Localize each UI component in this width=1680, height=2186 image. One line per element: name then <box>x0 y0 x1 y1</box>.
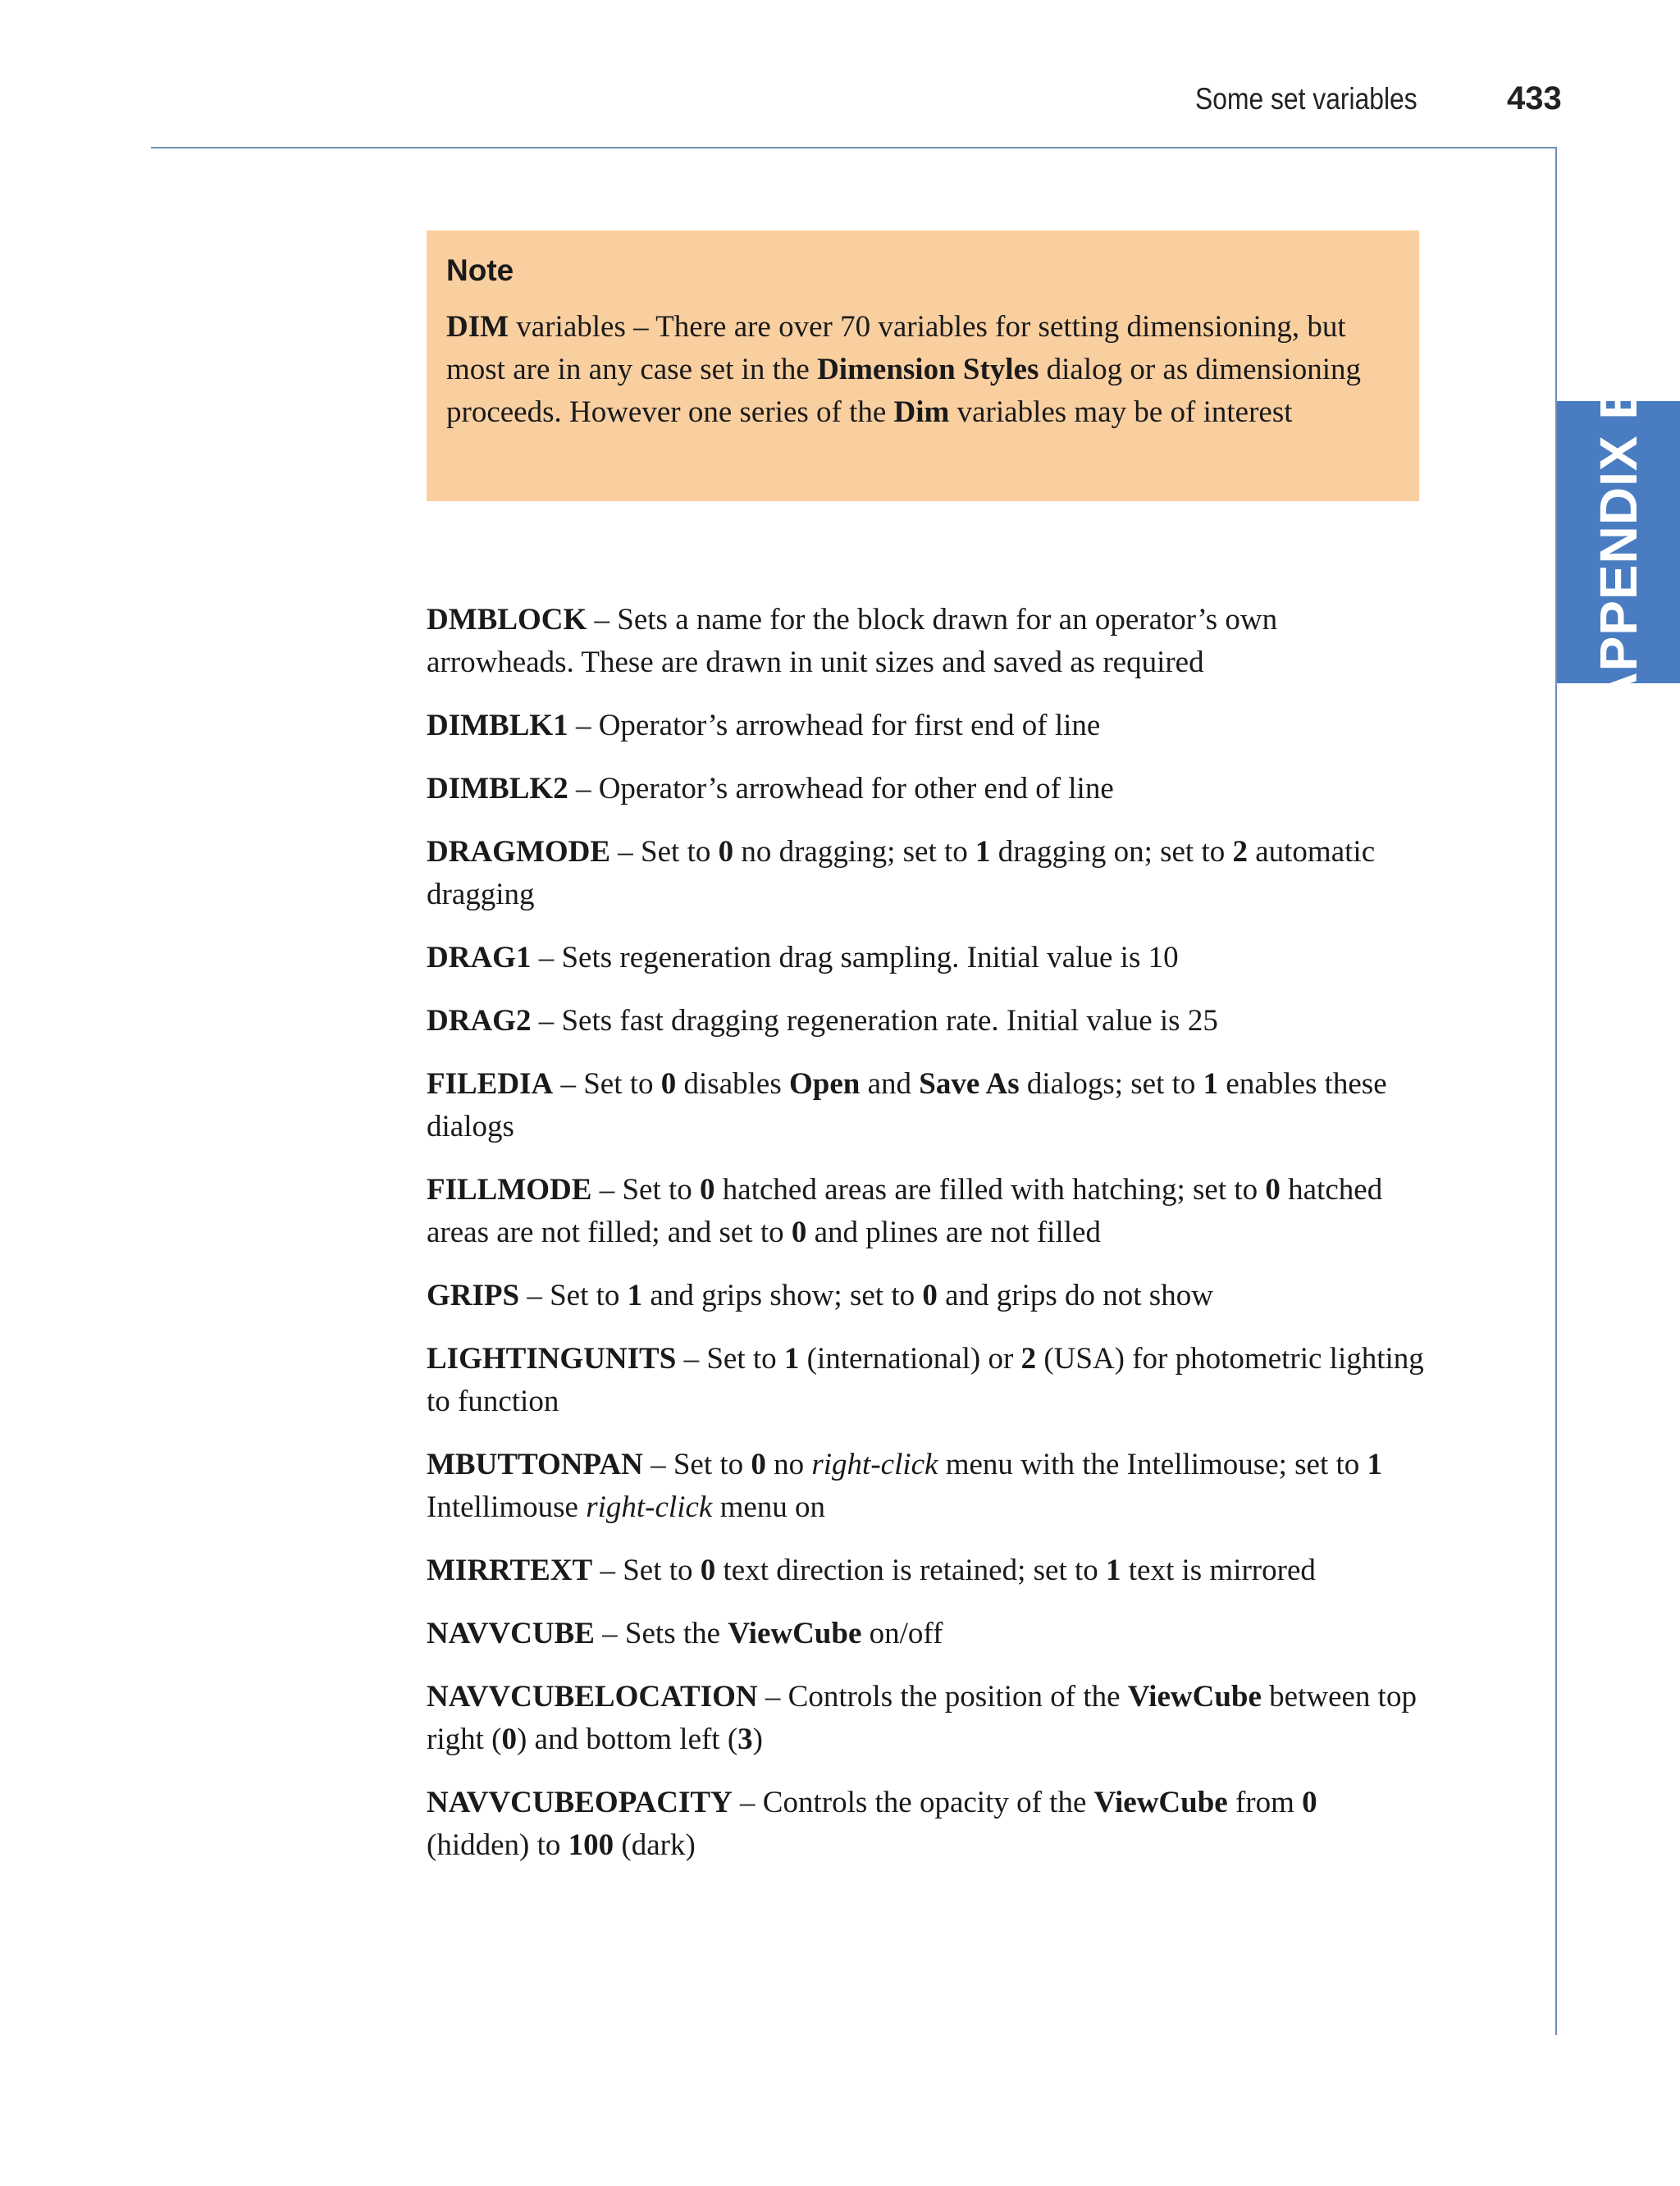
variable-text: (dark) <box>614 1828 696 1862</box>
variable-text: 0 <box>700 1554 716 1587</box>
running-header-title: Some set variables <box>1195 82 1418 116</box>
variable-term: GRIPS <box>427 1279 520 1312</box>
variable-text: 0 <box>791 1216 807 1249</box>
variable-term: DRAGMODE <box>427 835 611 869</box>
variable-text: Intellimouse <box>427 1490 587 1524</box>
variable-entry <box>427 1782 1427 1867</box>
variable-text: 0 <box>718 835 734 869</box>
variable-entry <box>427 1444 1427 1529</box>
variable-text: (hidden) to <box>427 1828 568 1862</box>
variable-term: NAVVCUBEOPACITY <box>427 1786 733 1819</box>
variable-text: 0 <box>660 1067 677 1101</box>
variable-text: 100 <box>568 1828 614 1862</box>
variable-entry <box>427 1275 1427 1317</box>
note-box <box>427 230 1419 501</box>
variable-text: 1 <box>1367 1448 1383 1481</box>
variable-entry <box>427 1613 1427 1655</box>
variable-text: – Set to <box>642 1448 751 1481</box>
variable-text: right-click <box>586 1490 713 1524</box>
variable-text: – Set to <box>610 835 719 869</box>
variable-text: 0 <box>700 1173 715 1207</box>
variable-text: no dragging; set to <box>733 835 976 869</box>
variable-entry <box>427 1338 1427 1423</box>
variable-term: DIMBLK1 <box>427 709 568 742</box>
variable-entry <box>427 705 1427 747</box>
variable-text: and grips do not show <box>937 1279 1213 1312</box>
note-term: DIM <box>446 310 509 344</box>
variable-entry <box>427 599 1427 684</box>
note-text: variables – There are over 70 variables for setting dimensioning, but most are in any case set in the <box>446 310 1346 386</box>
variable-text: 3 <box>737 1723 753 1756</box>
variable-text: dragging on; set to <box>990 835 1233 869</box>
variable-text: Save As <box>919 1067 1020 1101</box>
variable-text: 1 <box>1203 1067 1219 1101</box>
variable-text: automatic dragging <box>427 835 1376 911</box>
variable-term: MBUTTONPAN <box>427 1448 643 1481</box>
variable-text: dialogs; set to <box>1019 1067 1203 1101</box>
variable-text: 1 <box>1106 1554 1121 1587</box>
variable-text: 2 <box>1020 1342 1037 1376</box>
variable-entry <box>427 1000 1427 1043</box>
variable-text: 2 <box>1232 835 1248 869</box>
variable-term: DRAG1 <box>427 941 532 974</box>
variable-term: DMBLOCK <box>427 603 587 637</box>
variable-text: right-click <box>811 1448 938 1481</box>
variable-text: – Set to <box>519 1279 628 1312</box>
variable-text: and grips show; set to <box>642 1279 923 1312</box>
variable-text: – Sets fast dragging regeneration rate. Initial value is 25 <box>531 1004 1218 1038</box>
variable-text: text direction is retained; set to <box>715 1554 1107 1587</box>
variable-text: Open <box>788 1067 861 1101</box>
variable-text: – Set to <box>592 1554 701 1587</box>
variable-text: – Controls the position of the <box>757 1680 1128 1714</box>
variable-list <box>427 599 1427 1887</box>
variable-entry <box>427 937 1427 979</box>
variable-text: – Operator’s arrowhead for first end of line <box>568 709 1101 742</box>
variable-entry <box>427 1676 1427 1761</box>
variable-entry <box>427 831 1427 916</box>
variable-text: disables <box>676 1067 789 1101</box>
variable-text: between top right ( <box>427 1680 1417 1756</box>
variable-text: – Operator’s arrowhead for other end of line <box>568 772 1114 805</box>
variable-term: MIRRTEXT <box>427 1554 593 1587</box>
page-number: 433 <box>1507 80 1562 116</box>
note-title: Note <box>446 253 514 287</box>
variable-term: LIGHTINGUNITS <box>427 1342 677 1376</box>
variable-text: (international) or <box>799 1342 1021 1376</box>
variable-text: and <box>860 1067 920 1101</box>
note-text: Dim <box>893 395 950 429</box>
variable-term: NAVVCUBE <box>427 1617 595 1650</box>
variable-text: menu with the Intellimouse; set to <box>938 1448 1367 1481</box>
variable-entry <box>427 1063 1427 1148</box>
variable-text: ViewCube <box>1093 1786 1228 1819</box>
variable-text: – Set to <box>553 1067 661 1101</box>
variable-text: ) <box>752 1723 763 1756</box>
variable-text: hatched areas are filled with hatching; set to <box>714 1173 1266 1207</box>
note-body <box>446 306 1399 434</box>
variable-text: ) and bottom left ( <box>516 1723 738 1756</box>
note-text: Dimension Styles <box>817 353 1039 386</box>
variable-text: 0 <box>751 1448 766 1481</box>
variable-term: NAVVCUBELOCATION <box>427 1680 758 1714</box>
variable-entry <box>427 768 1427 810</box>
variable-text: 0 <box>1302 1786 1317 1819</box>
variable-text: hatched areas are not filled; and set to <box>427 1173 1383 1249</box>
note-text: dialog or as dimensioning proceeds. However one series of the <box>446 353 1361 429</box>
variable-text: – Sets regeneration drag sampling. Initial value is 10 <box>531 941 1179 974</box>
header-rule <box>151 147 1557 148</box>
variable-text: 1 <box>975 835 991 869</box>
variable-text: 0 <box>1265 1173 1281 1207</box>
variable-term: FILEDIA <box>427 1067 554 1101</box>
variable-text: and plines are not filled <box>806 1216 1101 1249</box>
variable-entry <box>427 1549 1427 1592</box>
variable-term: FILLMODE <box>427 1173 592 1207</box>
variable-text: text is mirrored <box>1121 1554 1316 1587</box>
variable-text: 1 <box>783 1342 800 1376</box>
variable-text: – Sets a name for the block drawn for an operator’s own arrowheads. These are drawn in unit sizes and saved as required <box>427 603 1278 679</box>
variable-text: from <box>1227 1786 1303 1819</box>
variable-text: enables these dialogs <box>427 1067 1387 1143</box>
variable-term: DIMBLK2 <box>427 772 568 805</box>
variable-text: on/off <box>861 1617 943 1650</box>
variable-text: ViewCube <box>1127 1680 1262 1714</box>
variable-text: – Sets the <box>594 1617 728 1650</box>
note-text: variables may be of interest <box>949 395 1293 429</box>
variable-text: ViewCube <box>728 1617 862 1650</box>
variable-text: 0 <box>922 1279 938 1312</box>
variable-text: no <box>765 1448 812 1481</box>
variable-text: – Controls the opacity of the <box>732 1786 1094 1819</box>
variable-text: menu on <box>712 1490 826 1524</box>
variable-text: 0 <box>501 1723 517 1756</box>
variable-term: DRAG2 <box>427 1004 532 1038</box>
variable-text: 1 <box>627 1279 643 1312</box>
appendix-tab-label: APPENDIX B <box>1589 381 1648 710</box>
variable-text: – Set to <box>676 1342 784 1376</box>
variable-text: – Set to <box>591 1173 701 1207</box>
variable-entry <box>427 1169 1427 1254</box>
variable-text: (USA) for photometric lighting to function <box>427 1342 1424 1418</box>
